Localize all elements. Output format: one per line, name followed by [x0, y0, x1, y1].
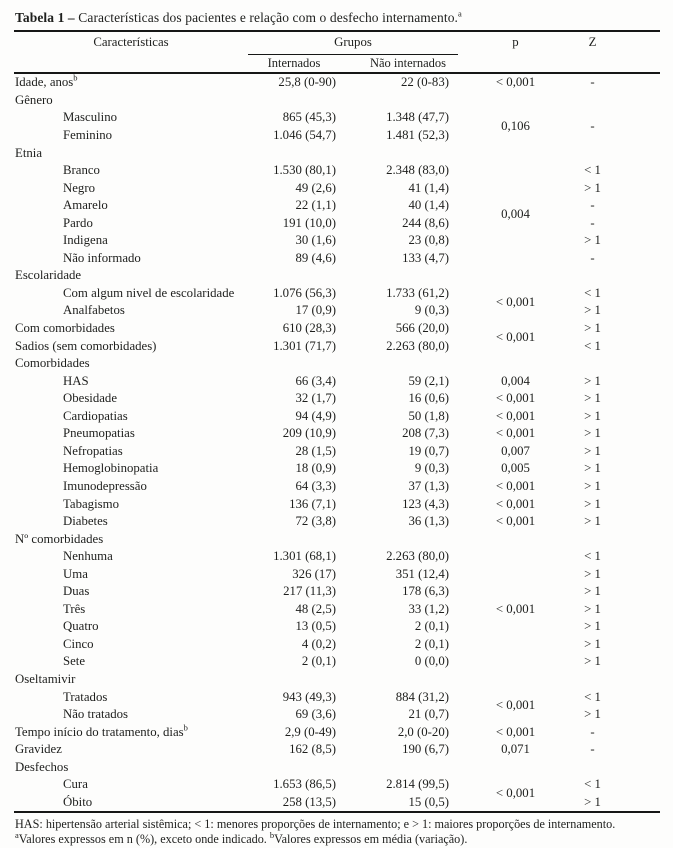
- row-label: Idade, anos$^b$: [15, 73, 78, 90]
- z-value: > 1: [584, 514, 601, 529]
- nao-internados-value: 351 (12,4): [395, 566, 449, 581]
- internados-value: [248, 671, 340, 689]
- z-value: > 1: [584, 496, 601, 511]
- row-label: Cura: [63, 777, 88, 792]
- z-value: < 1: [584, 285, 601, 300]
- z-value: > 1: [584, 373, 601, 388]
- nao-internados-value: 2.263 (80,0): [386, 549, 449, 564]
- z-value: > 1: [584, 180, 601, 195]
- p-value: < 0,001: [495, 724, 536, 739]
- nao-internados-value: 1.481 (52,3): [386, 128, 449, 143]
- z-value: > 1: [584, 426, 601, 441]
- z-value: -: [590, 215, 595, 230]
- row-label: Quatro: [63, 619, 99, 634]
- row-label: Desfechos: [15, 759, 69, 774]
- z-value: > 1: [584, 443, 601, 458]
- table-header: [14, 31, 660, 73]
- p-value: < 0,001: [495, 329, 536, 344]
- page-title: [15, 9, 660, 27]
- row-label: Oseltamivir: [15, 671, 76, 686]
- internados-value: 17 (0,9): [295, 303, 336, 318]
- internados-value: 191 (10,0): [282, 215, 336, 230]
- nao-internados-value: 2 (0,1): [414, 636, 449, 651]
- table-row: [14, 460, 660, 478]
- row-label: Pardo: [63, 215, 93, 230]
- table-row: [14, 425, 660, 443]
- z-value: > 1: [584, 391, 601, 406]
- internados-value: 25,8 (0-90): [278, 75, 336, 90]
- row-label: Amarelo: [63, 198, 108, 213]
- nao-internados-value: 33 (1,2): [408, 601, 449, 616]
- row-label: Imunodepressão: [63, 478, 147, 493]
- z-value: > 1: [584, 584, 601, 599]
- internados-value: 32 (1,7): [295, 391, 336, 406]
- internados-value: 28 (1,5): [295, 443, 336, 458]
- row-label: Gênero: [15, 92, 53, 107]
- internados-value: 943 (49,3): [282, 689, 336, 704]
- table-row: [14, 73, 660, 92]
- internados-value: 258 (13,5): [282, 794, 336, 809]
- z-value: -: [590, 250, 595, 265]
- column-header-grupos: Grupos: [248, 31, 458, 55]
- z-value: [573, 530, 660, 548]
- p-value: < 0,001: [495, 601, 536, 616]
- internados-value: 326 (17): [292, 566, 336, 581]
- internados-value: 2 (0,1): [301, 654, 336, 669]
- p-value: 0,071: [501, 742, 530, 757]
- z-value: [573, 355, 660, 373]
- row-label: Nº comorbidades: [15, 531, 104, 546]
- table-row: [14, 723, 660, 741]
- nao-internados-value: [340, 355, 458, 373]
- z-value: < 1: [584, 777, 601, 792]
- footnote-a-marker: a: [15, 830, 19, 841]
- z-value: -: [590, 724, 595, 739]
- footnote-abbreviations: HAS: hipertensão arterial sistêmica; < 1: menores proporções de internamento; e > 1: maiores proporções de internamento.: [15, 816, 616, 831]
- z-value: > 1: [584, 707, 601, 722]
- z-value: [573, 92, 660, 110]
- table-footnotes: [15, 817, 663, 848]
- internados-value: [248, 530, 340, 548]
- label-footnote-marker: b: [183, 722, 188, 733]
- p-value: < 0,001: [495, 408, 536, 423]
- p-value: [458, 530, 573, 548]
- internados-value: 13 (0,5): [295, 619, 336, 634]
- section-row: [14, 758, 660, 776]
- internados-value: 162 (8,5): [289, 742, 336, 757]
- nao-internados-value: 190 (6,7): [402, 742, 449, 757]
- z-value: > 1: [584, 461, 601, 476]
- row-label: Branco: [63, 163, 100, 178]
- z-value: [573, 144, 660, 162]
- row-label: Cardiopatias: [63, 408, 128, 423]
- row-label: Com algum nivel de escolaridade: [63, 285, 235, 300]
- footnote-b-marker: b: [269, 830, 275, 841]
- nao-internados-value: 9 (0,3): [414, 461, 449, 476]
- z-value: -: [590, 742, 595, 757]
- p-value: [458, 144, 573, 162]
- table-row: [14, 407, 660, 425]
- internados-value: 18 (0,9): [295, 461, 336, 476]
- table-row: [14, 320, 660, 338]
- internados-value: [248, 144, 340, 162]
- p-value: 0,106: [501, 119, 530, 134]
- nao-internados-value: 37 (1,3): [408, 478, 449, 493]
- section-row: [14, 144, 660, 162]
- row-label: Sete: [63, 654, 86, 669]
- table-row: [14, 478, 660, 496]
- row-label: Três: [63, 601, 86, 616]
- p-value: [458, 355, 573, 373]
- p-value: < 0,001: [495, 391, 536, 406]
- internados-value: 22 (1,1): [295, 198, 336, 213]
- row-label: Sadios (sem comorbidades): [15, 338, 157, 353]
- nao-internados-value: 2.814 (99,5): [386, 777, 449, 792]
- p-value: [458, 267, 573, 285]
- p-value: < 0,001: [495, 514, 536, 529]
- nao-internados-value: [340, 530, 458, 548]
- table-row: [14, 285, 660, 303]
- p-value: < 0,001: [495, 294, 536, 309]
- nao-internados-value: 23 (0,8): [408, 233, 449, 248]
- p-value: < 0,001: [495, 478, 536, 493]
- row-label: Indigena: [63, 233, 108, 248]
- nao-internados-value: 178 (6,3): [402, 584, 449, 599]
- p-value: [458, 671, 573, 689]
- section-row: [14, 530, 660, 548]
- nao-internados-value: 1.733 (61,2): [386, 285, 449, 300]
- table-row: [14, 741, 660, 759]
- nao-internados-value: 19 (0,7): [408, 443, 449, 458]
- z-value: > 1: [584, 636, 601, 651]
- p-value: 0,007: [501, 443, 530, 458]
- nao-internados-value: [340, 267, 458, 285]
- z-value: < 1: [584, 689, 601, 704]
- z-value: < 1: [584, 549, 601, 564]
- internados-value: 1.530 (80,1): [273, 163, 336, 178]
- internados-value: 48 (2,5): [295, 601, 336, 616]
- section-row: [14, 671, 660, 689]
- table-caption: Características dos pacientes e relação com o desfecho internamento.: [78, 10, 459, 25]
- row-label: Comorbidades: [15, 356, 90, 371]
- internados-value: 865 (45,3): [282, 110, 336, 125]
- z-value: > 1: [584, 566, 601, 581]
- internados-value: 49 (2,6): [295, 180, 336, 195]
- column-header-caracteristicas: Características: [93, 35, 169, 49]
- nao-internados-value: 9 (0,3): [414, 303, 449, 318]
- nao-internados-value: 16 (0,6): [408, 391, 449, 406]
- internados-value: 1.301 (68,1): [273, 549, 336, 564]
- internados-value: [248, 267, 340, 285]
- z-value: [573, 671, 660, 689]
- z-value: < 1: [584, 338, 601, 353]
- nao-internados-value: 40 (1,4): [408, 198, 449, 213]
- row-label: Etnia: [15, 145, 43, 160]
- nao-internados-value: 2.263 (80,0): [386, 338, 449, 353]
- row-label: Com comorbidades: [15, 321, 115, 336]
- row-label: Duas: [63, 584, 90, 599]
- nao-internados-value: 36 (1,3): [408, 514, 449, 529]
- internados-value: [248, 758, 340, 776]
- nao-internados-value: 22 (0-83): [401, 75, 449, 90]
- header-row-main: [14, 31, 660, 55]
- column-header-p: p: [512, 35, 519, 49]
- table-row: [14, 513, 660, 531]
- row-label: Pneumopatias: [63, 426, 135, 441]
- section-row: [14, 267, 660, 285]
- table-number-label: Tabela 1 –: [15, 10, 75, 25]
- p-value: 0,004: [501, 373, 530, 388]
- nao-internados-value: 41 (1,4): [408, 180, 449, 195]
- table-row: [14, 390, 660, 408]
- z-value: > 1: [584, 321, 601, 336]
- row-label: Óbito: [63, 794, 93, 809]
- row-label: Tratados: [63, 689, 108, 704]
- row-label: Masculino: [63, 110, 118, 125]
- row-label: Obesidade: [63, 391, 118, 406]
- column-header-z: Z: [588, 35, 597, 49]
- nao-internados-value: 2.348 (83,0): [386, 163, 449, 178]
- row-label: Não informado: [63, 250, 141, 265]
- footnote-value-notes: [15, 832, 663, 848]
- table-row: [14, 548, 660, 566]
- nao-internados-value: [340, 92, 458, 110]
- z-value: [573, 267, 660, 285]
- nao-internados-value: 208 (7,3): [402, 426, 449, 441]
- z-value: -: [590, 198, 595, 213]
- internados-value: 30 (1,6): [295, 233, 336, 248]
- nao-internados-value: 884 (31,2): [395, 689, 449, 704]
- caption-footnote-marker: a: [458, 8, 462, 19]
- internados-value: 2,9 (0-49): [284, 724, 336, 739]
- internados-value: 1.076 (56,3): [273, 285, 336, 300]
- footnote-b-text: Valores expressos em média (variação).: [274, 832, 468, 847]
- internados-value: 136 (7,1): [289, 496, 336, 511]
- z-value: > 1: [584, 654, 601, 669]
- row-label: Hemoglobinopatia: [63, 461, 159, 476]
- internados-value: 1.301 (71,7): [273, 338, 336, 353]
- p-value: < 0,001: [495, 786, 536, 801]
- z-value: -: [590, 119, 595, 134]
- nao-internados-value: 0 (0,0): [414, 654, 449, 669]
- nao-internados-value: 2 (0,1): [414, 619, 449, 634]
- row-label: Feminino: [63, 128, 113, 143]
- table-row: [14, 688, 660, 706]
- table-row: [14, 495, 660, 513]
- p-value: [458, 758, 573, 776]
- row-label: Diabetes: [63, 514, 108, 529]
- z-value: > 1: [584, 478, 601, 493]
- nao-internados-value: 244 (8,6): [402, 215, 449, 230]
- row-label: Uma: [63, 566, 88, 581]
- table-body: [14, 73, 660, 812]
- column-header-nao-internados: Não internados: [369, 55, 447, 70]
- table-row: [14, 162, 660, 180]
- p-value: [458, 92, 573, 110]
- z-value: > 1: [584, 601, 601, 616]
- internados-value: [248, 355, 340, 373]
- label-footnote-marker: b: [73, 73, 78, 84]
- nao-internados-value: 59 (2,1): [408, 373, 449, 388]
- row-label: Não tratados: [63, 707, 129, 722]
- row-label: Negro: [63, 180, 95, 195]
- nao-internados-value: [340, 671, 458, 689]
- z-value: > 1: [584, 233, 601, 248]
- table-row: [14, 109, 660, 127]
- footnote-a-text: Valores expressos em n (%), exceto onde indicado.: [18, 832, 270, 847]
- row-label: Escolaridade: [15, 268, 82, 283]
- patients-characteristics-table: [14, 30, 660, 813]
- row-label: Analfabetos: [63, 303, 125, 318]
- nao-internados-value: [340, 758, 458, 776]
- row-label: HAS: [63, 373, 89, 388]
- section-row: [14, 92, 660, 110]
- z-value: > 1: [584, 794, 601, 809]
- z-value: -: [590, 75, 595, 90]
- section-row: [14, 355, 660, 373]
- row-label: Nenhuma: [63, 549, 113, 564]
- nao-internados-value: 50 (1,8): [408, 408, 449, 423]
- nao-internados-value: 566 (20,0): [395, 321, 449, 336]
- p-value: < 0,001: [495, 75, 536, 90]
- p-value: < 0,001: [495, 698, 536, 713]
- internados-value: 89 (4,6): [295, 250, 336, 265]
- nao-internados-value: 2,0 (0-20): [397, 724, 449, 739]
- row-label: Gravidez: [15, 742, 62, 757]
- internados-value: 69 (3,6): [295, 707, 336, 722]
- internados-value: 66 (3,4): [295, 373, 336, 388]
- z-value: > 1: [584, 619, 601, 634]
- p-value: 0,005: [501, 461, 530, 476]
- internados-value: 217 (11,3): [283, 584, 336, 599]
- internados-value: 72 (3,8): [295, 514, 336, 529]
- internados-value: 4 (0,2): [301, 636, 336, 651]
- nao-internados-value: [340, 144, 458, 162]
- p-value: < 0,001: [495, 496, 536, 511]
- p-value: < 0,001: [495, 426, 536, 441]
- internados-value: 94 (4,9): [295, 408, 336, 423]
- table-row: [14, 372, 660, 390]
- z-value: > 1: [584, 408, 601, 423]
- table-row: [14, 442, 660, 460]
- nao-internados-value: 15 (0,5): [408, 794, 449, 809]
- internados-value: [248, 92, 340, 110]
- nao-internados-value: 123 (4,3): [402, 496, 449, 511]
- p-value: 0,004: [501, 206, 530, 221]
- z-value: > 1: [584, 303, 601, 318]
- column-header-internados: Internados: [267, 55, 321, 70]
- internados-value: 1.046 (54,7): [273, 128, 336, 143]
- internados-value: 209 (10,9): [282, 426, 336, 441]
- z-value: [573, 758, 660, 776]
- row-label: Tempo início do tratamento, dias$^b$: [15, 722, 188, 739]
- table-row: [14, 776, 660, 794]
- internados-value: 610 (28,3): [282, 321, 336, 336]
- internados-value: 1.653 (86,5): [273, 777, 336, 792]
- nao-internados-value: 133 (4,7): [402, 250, 449, 265]
- nao-internados-value: 1.348 (47,7): [386, 110, 449, 125]
- row-label: Tabagismo: [63, 496, 119, 511]
- nao-internados-value: 21 (0,7): [408, 707, 449, 722]
- row-label: Nefropatias: [63, 443, 123, 458]
- internados-value: 64 (3,3): [295, 478, 336, 493]
- z-value: < 1: [584, 163, 601, 178]
- row-label: Cinco: [63, 636, 94, 651]
